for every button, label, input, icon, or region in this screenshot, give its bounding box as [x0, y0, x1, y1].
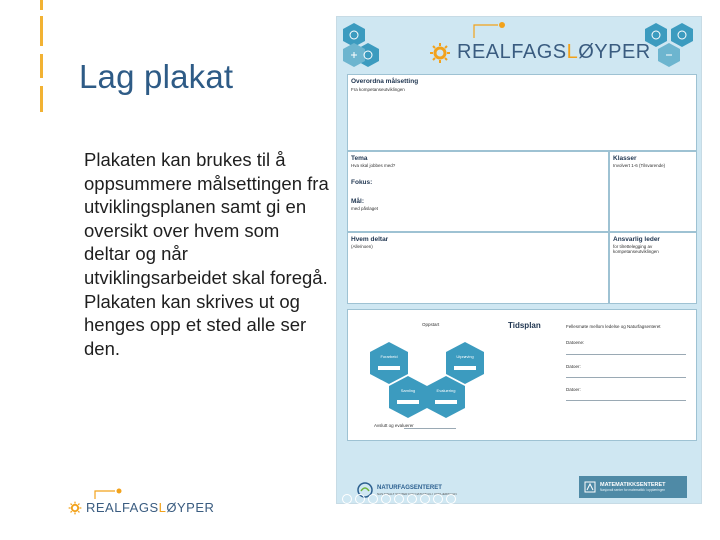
- poster-logo-text: [457, 41, 651, 64]
- bottom-icon-8: [433, 494, 443, 504]
- naturfagsenteret-name: NATURFAGSENTERET: [377, 484, 442, 491]
- hex-step-4-label: Evaluering: [436, 388, 456, 393]
- hex-step-2: [389, 376, 427, 418]
- matematikksenteret-icon: [584, 481, 596, 493]
- naturfagsenteret-sub: NASJONALT SENTER FOR NATURFAG I OPPLÆRINGEN: [377, 491, 457, 496]
- footer-logo-text: [86, 500, 214, 515]
- timeline-date-3: Datoer:: [566, 387, 581, 392]
- bottom-icon-6: [407, 494, 417, 504]
- decorative-line-1: [40, 0, 43, 10]
- participants-sub: (Alle/noen): [351, 244, 373, 249]
- goal-label: Overordna målsetting: [351, 78, 419, 85]
- poster-logo-suffix: ØYPER: [578, 41, 651, 63]
- slide-title: Lag plakat: [79, 58, 234, 95]
- classes-sub: Involvert 1-6 (Tilsvarende): [613, 163, 666, 168]
- classes-label: Klasser: [613, 155, 637, 162]
- timeline-box: [347, 309, 697, 441]
- focus-label: Fokus:: [351, 179, 373, 186]
- matematikksenteret-name: MATEMATIKKSENTERET: [600, 482, 666, 488]
- footer-logo-suffix: ØYPER: [166, 500, 215, 515]
- timeline-start-label: Oppstart: [422, 322, 440, 327]
- hex-step-2-label: Samling: [400, 388, 416, 393]
- matematikksenteret-text: [600, 482, 666, 492]
- timeline-date-3-line: [566, 400, 686, 401]
- responsible-box: [609, 232, 697, 304]
- hex-step-3-label: Utprøving: [456, 354, 474, 359]
- timeline-date-1-line: [566, 354, 686, 355]
- footer-logo-gear-icon: [68, 501, 82, 515]
- timeline-footer-label: Avslutt og evaluerer: [374, 423, 414, 428]
- poster-image: [336, 16, 702, 504]
- footer-logo-arch-icon: [93, 486, 129, 500]
- theme-sub: Hva skal jobbes med?: [351, 163, 396, 168]
- bottom-icon-3: [368, 494, 378, 504]
- decorative-line-2: [40, 16, 43, 46]
- matematikksenteret-logo: [579, 476, 687, 498]
- bottom-icon-2: [355, 494, 365, 504]
- responsible-label: Ansvarlig leder: [613, 236, 660, 243]
- decorative-line-3: [40, 54, 43, 78]
- theme-box: [347, 151, 609, 232]
- responsible-sub: for tilrettelegging av kompetanseutviklingen: [613, 244, 659, 254]
- footer-logo-prefix: REALFAGS: [86, 500, 159, 515]
- footer-logo: [68, 500, 214, 515]
- participants-box: [347, 232, 609, 304]
- footer-logo-highlight: L: [158, 500, 167, 515]
- bottom-icon-7: [420, 494, 430, 504]
- bottom-icon-9: [446, 494, 456, 504]
- timeline-date-1: Datoene:: [566, 340, 585, 345]
- slide-body-text: Plakaten kan brukes til å oppsummere målsettingen fra utviklingsplanen samt gi en oversikt over hvem som deltar og når utviklingsarbeidet skal foregå. Plakaten kan skrives ut og henges opp et sted alle ser den.: [84, 149, 329, 359]
- timeline-date-2-line: [566, 377, 686, 378]
- poster-logo: [429, 41, 651, 64]
- logo-arch-icon: [472, 19, 512, 39]
- poster-logo-prefix: REALFAGS: [457, 41, 567, 63]
- corner-hex-icons-left: [340, 22, 396, 68]
- theme-label: Tema: [351, 155, 368, 162]
- timeline-hex-flow: [368, 340, 498, 425]
- hex-step-1: [370, 342, 408, 384]
- timeline-title: Tidsplan: [508, 321, 541, 330]
- aim-sub: med påslaget: [351, 206, 379, 211]
- goal-sub: Fra kompetanseutviklingen: [351, 87, 405, 92]
- realfagsloyper-logo-icon: [429, 42, 451, 64]
- bottom-icon-1: [342, 494, 352, 504]
- participants-label: Hvem deltar: [351, 236, 389, 243]
- timeline-footer-line: [404, 428, 456, 429]
- aim-label: Mål:: [351, 198, 364, 205]
- hex-step-4: [427, 376, 465, 418]
- timeline-date-2: Datoer:: [566, 364, 581, 369]
- decorative-line-4: [40, 86, 43, 112]
- poster-logo-highlight: L: [566, 41, 579, 63]
- timeline-right-header: Fellesmøte mellom ledelse og Naturfagsenteret: [566, 324, 661, 329]
- matematikksenteret-sub: Nasjonalt senter for matematikk i opplæringen: [600, 488, 666, 492]
- hex-step-3: [446, 342, 484, 384]
- classes-box: [609, 151, 697, 232]
- hex-step-1-label: Forarbeid: [380, 354, 398, 359]
- goal-box: [347, 74, 697, 151]
- bottom-icon-4: [381, 494, 391, 504]
- bottom-icon-5: [394, 494, 404, 504]
